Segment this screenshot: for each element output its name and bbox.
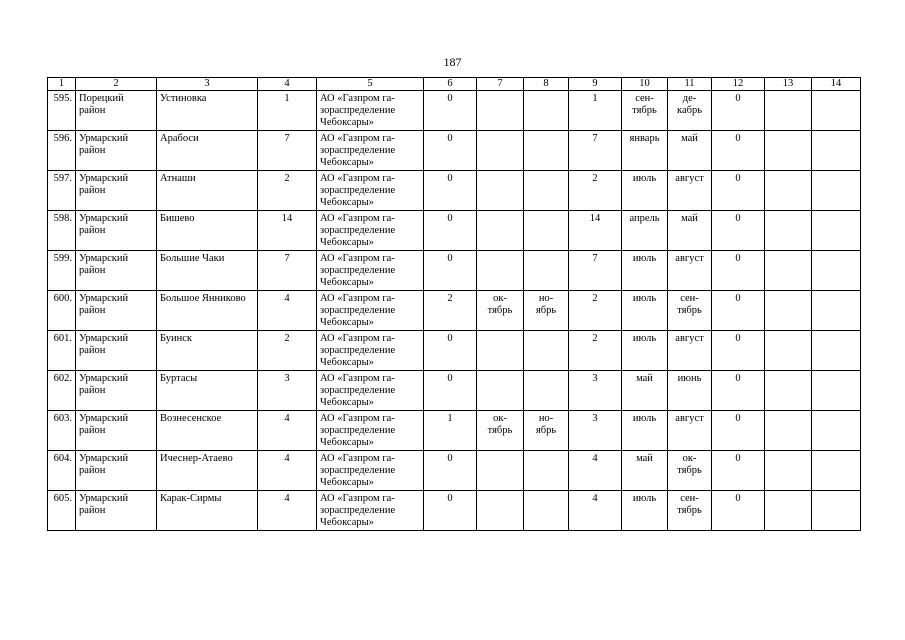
col13-cell <box>765 291 812 331</box>
district-cell <box>76 291 157 331</box>
page-number: 187 <box>443 55 462 69</box>
organization-cell-line: зораспределение <box>320 465 396 476</box>
district-cell-line: район <box>79 505 106 516</box>
col8-cell <box>524 451 569 491</box>
col10-cell <box>622 371 668 411</box>
row-number: 602. <box>48 371 76 411</box>
district-cell-line: район <box>79 425 106 436</box>
col13-cell <box>765 331 812 371</box>
organization-cell <box>317 371 424 411</box>
organization-cell-line: зораспределение <box>320 225 396 236</box>
col9-cell: 14 <box>569 211 622 251</box>
col7-cell <box>477 291 524 331</box>
col7-cell <box>477 331 524 371</box>
column-header: 2 <box>76 78 157 91</box>
col13-cell <box>765 251 812 291</box>
col6-cell: 0 <box>424 331 477 371</box>
table-row <box>48 371 861 411</box>
col9-cell: 2 <box>569 291 622 331</box>
organization-cell-line: АО «Газпром га- <box>320 253 395 264</box>
col7-cell <box>477 491 524 531</box>
col10-cell-line: тябрь <box>632 105 657 116</box>
col7-cell <box>477 371 524 411</box>
col12-cell: 0 <box>712 451 765 491</box>
col6-cell: 0 <box>424 451 477 491</box>
col14-cell <box>812 491 861 531</box>
organization-cell-line: Чебоксары» <box>320 357 374 368</box>
organization-cell <box>317 411 424 451</box>
col13-cell <box>765 491 812 531</box>
col11-cell-line: тябрь <box>677 505 702 516</box>
col13-cell <box>765 451 812 491</box>
col10-cell-line: апрель <box>629 213 660 224</box>
district-cell <box>76 451 157 491</box>
col12-cell: 0 <box>712 371 765 411</box>
col6-cell: 2 <box>424 291 477 331</box>
organization-cell-line: АО «Газпром га- <box>320 133 395 144</box>
row-number: 605. <box>48 491 76 531</box>
col11-cell <box>668 131 712 171</box>
organization-cell-line: зораспределение <box>320 105 396 116</box>
organization-cell-line: Чебоксары» <box>320 437 374 448</box>
col11-cell-line: май <box>681 213 698 224</box>
organization-cell-line: АО «Газпром га- <box>320 453 395 464</box>
row-number: 604. <box>48 451 76 491</box>
col9-cell: 1 <box>569 91 622 131</box>
col14-cell <box>812 371 861 411</box>
col10-cell <box>622 331 668 371</box>
col11-cell-line: июнь <box>677 373 702 384</box>
col11-cell-line: тябрь <box>677 305 702 316</box>
organization-cell <box>317 251 424 291</box>
col13-cell <box>765 211 812 251</box>
col4-cell: 4 <box>258 491 317 531</box>
organization-cell-line: Чебоксары» <box>320 197 374 208</box>
district-cell-line: Урмарский <box>79 453 129 464</box>
col4-cell: 1 <box>258 91 317 131</box>
col10-cell-line: июль <box>632 173 657 184</box>
col11-cell-line: август <box>675 333 704 344</box>
col8-cell <box>524 411 569 451</box>
district-cell-line: Урмарский <box>79 373 129 384</box>
col8-cell <box>524 211 569 251</box>
col7-cell <box>477 131 524 171</box>
col7-cell-line: тябрь <box>487 305 513 316</box>
organization-cell-line: АО «Газпром га- <box>320 293 395 304</box>
district-cell-line: Урмарский <box>79 293 129 304</box>
table-row <box>48 131 861 171</box>
col11-cell-line: де- <box>682 93 697 104</box>
settlement-cell: Бишево <box>157 211 258 251</box>
col4-cell: 2 <box>258 331 317 371</box>
col4-cell: 4 <box>258 291 317 331</box>
col8-cell-line: но- <box>538 293 554 304</box>
organization-cell <box>317 291 424 331</box>
col4-cell: 2 <box>258 171 317 211</box>
row-number: 595. <box>48 91 76 131</box>
organization-cell-line: АО «Газпром га- <box>320 333 395 344</box>
col9-cell: 4 <box>569 491 622 531</box>
col7-cell <box>477 91 524 131</box>
col4-cell: 14 <box>258 211 317 251</box>
col11-cell-line: сен- <box>680 493 699 504</box>
col6-cell: 0 <box>424 91 477 131</box>
row-number: 600. <box>48 291 76 331</box>
organization-cell-line: Чебоксары» <box>320 117 374 128</box>
col6-cell: 0 <box>424 251 477 291</box>
column-header: 7 <box>477 78 524 91</box>
col8-cell <box>524 331 569 371</box>
settlement-cell: Атнаши <box>157 171 258 211</box>
district-cell-line: район <box>79 105 106 116</box>
district-cell-line: Урмарский <box>79 253 129 264</box>
col8-cell <box>524 91 569 131</box>
organization-cell-line: Чебоксары» <box>320 397 374 408</box>
col6-cell: 0 <box>424 211 477 251</box>
col7-cell-line: ок- <box>493 293 507 304</box>
col4-cell: 3 <box>258 371 317 411</box>
col11-cell <box>668 211 712 251</box>
col11-cell <box>668 371 712 411</box>
organization-cell-line: зораспределение <box>320 505 396 516</box>
organization-cell-line: Чебоксары» <box>320 237 374 248</box>
organization-cell-line: АО «Газпром га- <box>320 373 395 384</box>
organization-cell-line: зораспределение <box>320 345 396 356</box>
col11-cell <box>668 411 712 451</box>
col12-cell: 0 <box>712 491 765 531</box>
col11-cell <box>668 251 712 291</box>
district-cell-line: район <box>79 385 106 396</box>
settlement-cell: Устиновка <box>157 91 258 131</box>
col9-cell: 3 <box>569 371 622 411</box>
table-row <box>48 491 861 531</box>
row-number: 603. <box>48 411 76 451</box>
organization-cell-line: АО «Газпром га- <box>320 413 395 424</box>
col13-cell <box>765 171 812 211</box>
district-cell-line: район <box>79 265 106 276</box>
col11-cell-line: тябрь <box>677 465 702 476</box>
col14-cell <box>812 411 861 451</box>
organization-cell-line: АО «Газпром га- <box>320 93 395 104</box>
col6-cell: 0 <box>424 491 477 531</box>
column-header: 5 <box>317 78 424 91</box>
col10-cell-line: июль <box>632 333 657 344</box>
col10-cell-line: январь <box>629 133 660 144</box>
col7-cell-line: тябрь <box>487 425 513 436</box>
col8-cell-line: ябрь <box>535 305 557 316</box>
table-row <box>48 451 861 491</box>
col9-cell: 7 <box>569 251 622 291</box>
col14-cell <box>812 251 861 291</box>
col11-cell <box>668 491 712 531</box>
col14-cell <box>812 131 861 171</box>
settlement-cell: Буинск <box>157 331 258 371</box>
col10-cell-line: июль <box>632 293 657 304</box>
organization-cell <box>317 91 424 131</box>
district-cell-line: Урмарский <box>79 133 129 144</box>
col7-cell <box>477 251 524 291</box>
organization-cell-line: зораспределение <box>320 425 396 436</box>
row-number: 599. <box>48 251 76 291</box>
col12-cell: 0 <box>712 91 765 131</box>
column-header: 8 <box>524 78 569 91</box>
column-header: 3 <box>157 78 258 91</box>
organization-cell <box>317 131 424 171</box>
table-row <box>48 411 861 451</box>
settlement-cell: Ичеснер-Атаево <box>157 451 258 491</box>
settlement-cell: Вознесенское <box>157 411 258 451</box>
district-cell <box>76 211 157 251</box>
settlement-cell: Буртасы <box>157 371 258 411</box>
district-cell-line: район <box>79 465 106 476</box>
col8-cell-line: ябрь <box>535 425 557 436</box>
organization-cell-line: зораспределение <box>320 265 396 276</box>
district-cell-line: район <box>79 305 106 316</box>
col10-cell <box>622 251 668 291</box>
district-cell-line: Урмарский <box>79 213 129 224</box>
organization-cell <box>317 451 424 491</box>
col12-cell: 0 <box>712 291 765 331</box>
col7-cell <box>477 411 524 451</box>
col8-cell <box>524 371 569 411</box>
col11-cell-line: август <box>675 253 704 264</box>
col11-cell <box>668 331 712 371</box>
organization-cell <box>317 491 424 531</box>
district-cell <box>76 371 157 411</box>
col14-cell <box>812 451 861 491</box>
col13-cell <box>765 411 812 451</box>
col10-cell <box>622 171 668 211</box>
col11-cell <box>668 91 712 131</box>
organization-cell <box>317 171 424 211</box>
col10-cell <box>622 211 668 251</box>
settlement-cell: Большое Янниково <box>157 291 258 331</box>
col14-cell <box>812 291 861 331</box>
organization-cell-line: Чебоксары» <box>320 517 374 528</box>
col11-cell <box>668 291 712 331</box>
district-cell-line: район <box>79 185 106 196</box>
col6-cell: 0 <box>424 131 477 171</box>
col8-cell <box>524 171 569 211</box>
organization-cell-line: Чебоксары» <box>320 277 374 288</box>
column-header: 10 <box>622 78 668 91</box>
organization-cell-line: АО «Газпром га- <box>320 493 395 504</box>
col12-cell: 0 <box>712 131 765 171</box>
col7-cell <box>477 171 524 211</box>
col13-cell <box>765 131 812 171</box>
row-number: 601. <box>48 331 76 371</box>
col4-cell: 4 <box>258 451 317 491</box>
district-cell-line: район <box>79 225 106 236</box>
column-header: 13 <box>765 78 812 91</box>
row-number: 598. <box>48 211 76 251</box>
district-cell-line: район <box>79 345 106 356</box>
col6-cell: 1 <box>424 411 477 451</box>
table-row <box>48 251 861 291</box>
organization-cell <box>317 331 424 371</box>
col11-cell-line: ок- <box>682 453 697 464</box>
col10-cell <box>622 491 668 531</box>
organization-cell-line: Чебоксары» <box>320 477 374 488</box>
col7-cell-line: ок- <box>493 413 507 424</box>
col11-cell-line: май <box>681 133 698 144</box>
col10-cell <box>622 411 668 451</box>
col8-cell <box>524 251 569 291</box>
district-cell <box>76 171 157 211</box>
col11-cell-line: кабрь <box>677 105 702 116</box>
settlement-cell: Карак-Сирмы <box>157 491 258 531</box>
col8-cell <box>524 131 569 171</box>
organization-cell-line: зораспределение <box>320 185 396 196</box>
settlement-cell: Арабоси <box>157 131 258 171</box>
table-row <box>48 331 861 371</box>
column-header-row <box>48 78 861 91</box>
organization-cell-line: Чебоксары» <box>320 317 374 328</box>
col6-cell: 0 <box>424 171 477 211</box>
col8-cell <box>524 491 569 531</box>
column-header: 6 <box>424 78 477 91</box>
column-header: 11 <box>668 78 712 91</box>
col9-cell: 4 <box>569 451 622 491</box>
district-cell-line: район <box>79 145 106 156</box>
col8-cell-line: но- <box>538 413 554 424</box>
col10-cell-line: июль <box>632 493 657 504</box>
district-cell <box>76 91 157 131</box>
col14-cell <box>812 331 861 371</box>
col9-cell: 2 <box>569 171 622 211</box>
district-cell-line: Урмарский <box>79 173 129 184</box>
table-body <box>48 91 861 531</box>
col7-cell <box>477 211 524 251</box>
col12-cell: 0 <box>712 171 765 211</box>
district-cell-line: Порецкий <box>79 93 124 104</box>
row-number: 596. <box>48 131 76 171</box>
organization-cell-line: зораспределение <box>320 145 396 156</box>
col10-cell <box>622 131 668 171</box>
column-header: 14 <box>812 78 861 91</box>
settlement-cell: Большие Чаки <box>157 251 258 291</box>
organization-cell-line: АО «Газпром га- <box>320 173 395 184</box>
organization-cell-line: зораспределение <box>320 385 396 396</box>
column-header: 9 <box>569 78 622 91</box>
col14-cell <box>812 171 861 211</box>
col4-cell: 7 <box>258 131 317 171</box>
col10-cell-line: июль <box>632 253 657 264</box>
col4-cell: 7 <box>258 251 317 291</box>
col11-cell <box>668 451 712 491</box>
col12-cell: 0 <box>712 211 765 251</box>
table-row <box>48 91 861 131</box>
gasification-table <box>47 77 861 531</box>
col10-cell <box>622 91 668 131</box>
col11-cell-line: август <box>675 413 704 424</box>
table-row <box>48 211 861 251</box>
col9-cell: 7 <box>569 131 622 171</box>
col11-cell-line: август <box>675 173 704 184</box>
col10-cell-line: май <box>636 373 653 384</box>
district-cell <box>76 131 157 171</box>
col13-cell <box>765 91 812 131</box>
col9-cell: 2 <box>569 331 622 371</box>
col8-cell <box>524 291 569 331</box>
col12-cell: 0 <box>712 251 765 291</box>
col10-cell-line: сен- <box>635 93 654 104</box>
col9-cell: 3 <box>569 411 622 451</box>
col13-cell <box>765 371 812 411</box>
column-header: 4 <box>258 78 317 91</box>
organization-cell-line: зораспределение <box>320 305 396 316</box>
row-number: 597. <box>48 171 76 211</box>
col7-cell <box>477 451 524 491</box>
district-cell <box>76 331 157 371</box>
organization-cell-line: АО «Газпром га- <box>320 213 395 224</box>
col14-cell <box>812 91 861 131</box>
col4-cell: 4 <box>258 411 317 451</box>
col10-cell-line: июль <box>632 413 657 424</box>
column-header: 1 <box>48 78 76 91</box>
organization-cell-line: Чебоксары» <box>320 157 374 168</box>
col10-cell <box>622 291 668 331</box>
col12-cell: 0 <box>712 411 765 451</box>
column-header: 12 <box>712 78 765 91</box>
district-cell <box>76 411 157 451</box>
col10-cell-line: май <box>636 453 653 464</box>
district-cell <box>76 491 157 531</box>
organization-cell <box>317 211 424 251</box>
col14-cell <box>812 211 861 251</box>
district-cell-line: Урмарский <box>79 493 129 504</box>
district-cell <box>76 251 157 291</box>
col6-cell: 0 <box>424 371 477 411</box>
district-cell-line: Урмарский <box>79 413 129 424</box>
col11-cell <box>668 171 712 211</box>
district-cell-line: Урмарский <box>79 333 129 344</box>
table-row <box>48 291 861 331</box>
table-row <box>48 171 861 211</box>
col12-cell: 0 <box>712 331 765 371</box>
col10-cell <box>622 451 668 491</box>
col11-cell-line: сен- <box>680 293 699 304</box>
